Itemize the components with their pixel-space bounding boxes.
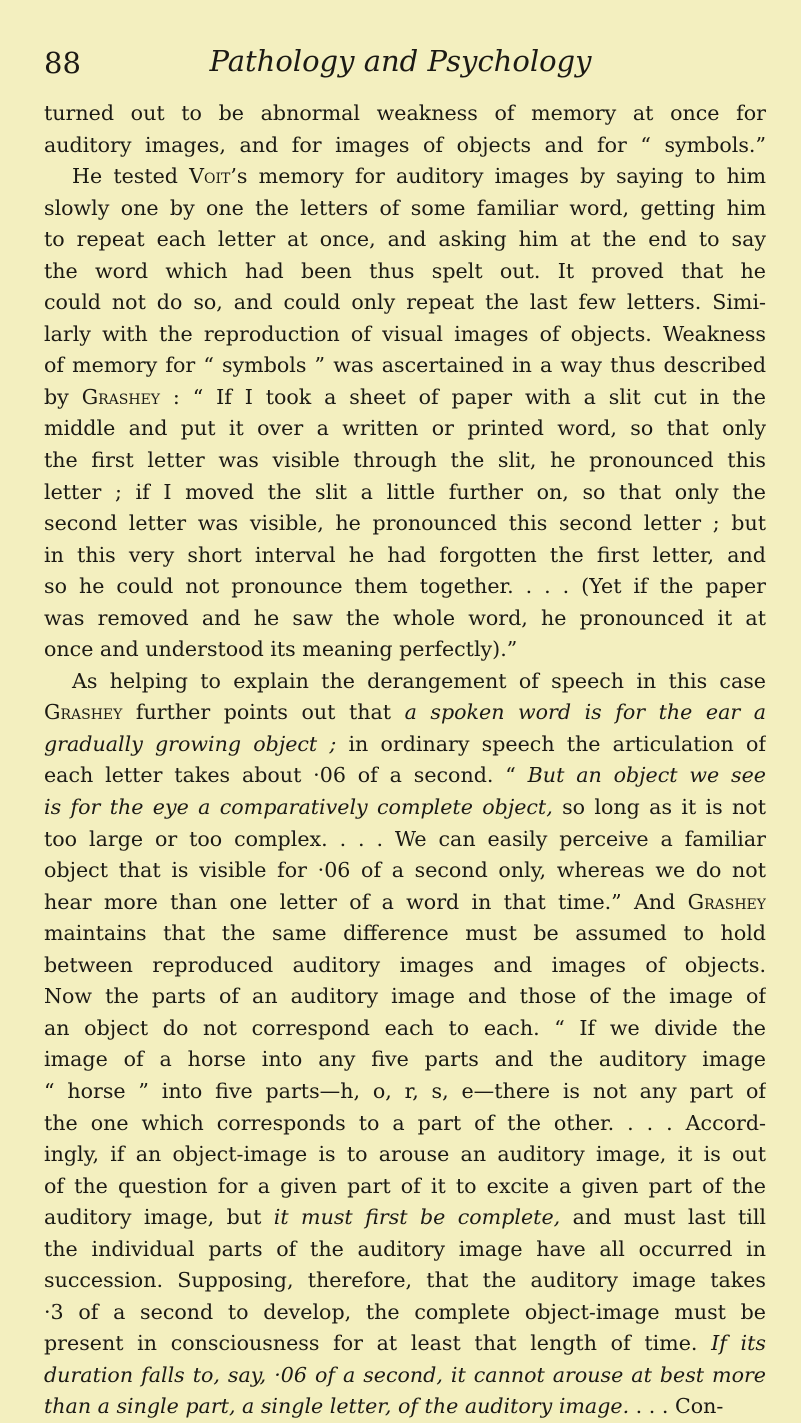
text-line <box>44 981 766 1013</box>
text-run: slowly one by one the letters of some familiar word, getting him <box>44 195 766 220</box>
text-run: so long as it is not <box>552 795 766 820</box>
text-line <box>44 729 766 761</box>
text-line <box>44 666 766 698</box>
text-run: . . . Con- <box>629 1394 724 1419</box>
text-line <box>44 1360 766 1392</box>
text-line <box>44 477 766 509</box>
text-run: to repeat each letter at once, and asking him at the end to say <box>44 227 766 252</box>
text-line <box>44 319 766 351</box>
body-text <box>44 98 766 1423</box>
text-line <box>44 1108 766 1140</box>
emphasis-text: is for the eye a comparatively complete object, <box>44 795 553 820</box>
text-run: could not do so, and could only repeat the last few letters. Simi- <box>44 290 766 315</box>
text-run: so he could not pronounce them together. . . . (Yet if the paper <box>44 574 766 599</box>
text-line <box>44 98 766 130</box>
emphasis-text: it must first be complete, <box>273 1205 561 1230</box>
text-line <box>44 855 766 887</box>
text-run: : “ If I took a sheet of paper with a slit cut in the <box>160 384 766 409</box>
author-name: Grashey <box>81 384 161 409</box>
text-line <box>44 382 766 414</box>
text-run: auditory images, and for images of objects and for “ symbols.” <box>44 132 766 157</box>
text-line <box>44 224 766 256</box>
text-run: ·3 of a second to develop, the complete object-image must be <box>44 1299 766 1324</box>
text-line <box>44 760 766 792</box>
text-line <box>44 1328 766 1360</box>
text-line <box>44 1265 766 1297</box>
text-run: the one which corresponds to a part of the other. . . . Accord- <box>44 1110 766 1135</box>
text-line <box>44 634 766 666</box>
text-line <box>44 1297 766 1329</box>
emphasis-text: a spoken word is for the ear a <box>404 700 766 725</box>
text-line <box>44 193 766 225</box>
emphasis-text: If its <box>711 1331 766 1356</box>
text-run: was removed and he saw the whole word, he pronounced it at <box>44 605 766 630</box>
text-run: between reproduced auditory images and images of objects. <box>44 952 766 977</box>
text-run: hear more than one letter of a word in that time.” And <box>44 889 688 914</box>
text-line <box>44 1076 766 1108</box>
text-line <box>44 1391 766 1423</box>
text-run: image of a horse into any five parts and the auditory image <box>44 1047 766 1072</box>
page-header <box>44 40 757 84</box>
text-line <box>44 824 766 856</box>
text-line <box>44 445 766 477</box>
text-line <box>44 413 766 445</box>
text-run: larly with the reproduction of visual images of objects. Weakness <box>44 321 766 346</box>
text-run: the individual parts of the auditory image have all occurred in <box>44 1236 766 1261</box>
text-line <box>44 1044 766 1076</box>
text-run: of memory for “ symbols ” was ascertained in a way thus described <box>44 353 766 378</box>
emphasis-text: than a single part, a single letter, of the auditory image. <box>44 1394 630 1419</box>
text-run: too large or too complex. . . . We can easily perceive a familiar <box>44 826 766 851</box>
author-name: Grashey <box>687 889 766 914</box>
text-line <box>44 350 766 382</box>
text-run: each letter takes about ·06 of a second. “ <box>44 763 528 788</box>
text-line <box>44 287 766 319</box>
text-run: Now the parts of an auditory image and those of the image of <box>44 984 766 1009</box>
text-line <box>44 1234 766 1266</box>
text-line <box>44 950 766 982</box>
page-number: 88 <box>44 46 81 80</box>
text-run: As helping to explain the derangement of speech in this case <box>72 668 766 693</box>
text-run: and must last till <box>560 1205 766 1230</box>
text-line <box>44 697 766 729</box>
text-run: ’s memory for auditory images by saying to him <box>230 164 766 189</box>
text-line <box>44 161 766 193</box>
text-run: of the question for a given part of it to excite a given part of the <box>44 1173 766 1198</box>
text-run: middle and put it over a written or printed word, so that only <box>44 416 766 441</box>
text-line <box>44 918 766 950</box>
text-run: maintains that the same difference must be assumed to hold <box>44 921 766 946</box>
emphasis-text: But an object we see <box>527 763 766 788</box>
text-run: ingly, if an object-image is to arouse an auditory image, it is out <box>44 1142 766 1167</box>
text-line <box>44 571 766 603</box>
text-run: object that is visible for ·06 of a second only, whereas we do not <box>44 858 766 883</box>
text-line <box>44 130 766 162</box>
text-line <box>44 256 766 288</box>
text-run: the word which had been thus spelt out. It proved that he <box>44 258 766 283</box>
emphasis-text: duration falls to, say, ·06 of a second, it cannot arouse at best more <box>44 1362 766 1387</box>
text-line <box>44 1202 766 1234</box>
text-run: turned out to be abnormal weakness of memory at once for <box>44 101 766 125</box>
text-line <box>44 1139 766 1171</box>
text-run: further points out that <box>122 700 405 725</box>
running-title: Pathology and Psychology <box>209 44 592 78</box>
text-line <box>44 603 766 635</box>
text-run: He tested <box>72 164 190 189</box>
text-run: second letter was visible, he pronounced this second letter ; but <box>44 511 766 536</box>
text-run: by <box>44 384 82 409</box>
text-line <box>44 887 766 919</box>
text-run: in this very short interval he had forgotten the first letter, and <box>44 542 766 567</box>
text-line <box>44 508 766 540</box>
text-run: auditory image, but <box>44 1205 274 1230</box>
text-line <box>44 792 766 824</box>
text-line <box>44 1171 766 1203</box>
text-run: present in consciousness for at least that length of time. <box>44 1331 712 1356</box>
text-run: once and understood its meaning perfectly).” <box>44 637 518 662</box>
author-name: Grashey <box>44 700 123 725</box>
text-run: in ordinary speech the articulation of <box>336 731 766 756</box>
text-line <box>44 1013 766 1045</box>
text-run: “ horse ” into five parts—h, o, r, s, e—there is not any part of <box>44 1078 766 1103</box>
text-run: an object do not correspond each to each. “ If we divide the <box>44 1015 766 1040</box>
text-run: succession. Supposing, therefore, that the auditory image takes <box>44 1268 766 1293</box>
text-run: the first letter was visible through the slit, he pronounced this <box>44 448 766 473</box>
emphasis-text: gradually growing object ; <box>44 731 337 756</box>
text-run: letter ; if I moved the slit a little further on, so that only the <box>44 479 766 504</box>
author-name: Voit <box>189 164 231 189</box>
text-line <box>44 540 766 572</box>
